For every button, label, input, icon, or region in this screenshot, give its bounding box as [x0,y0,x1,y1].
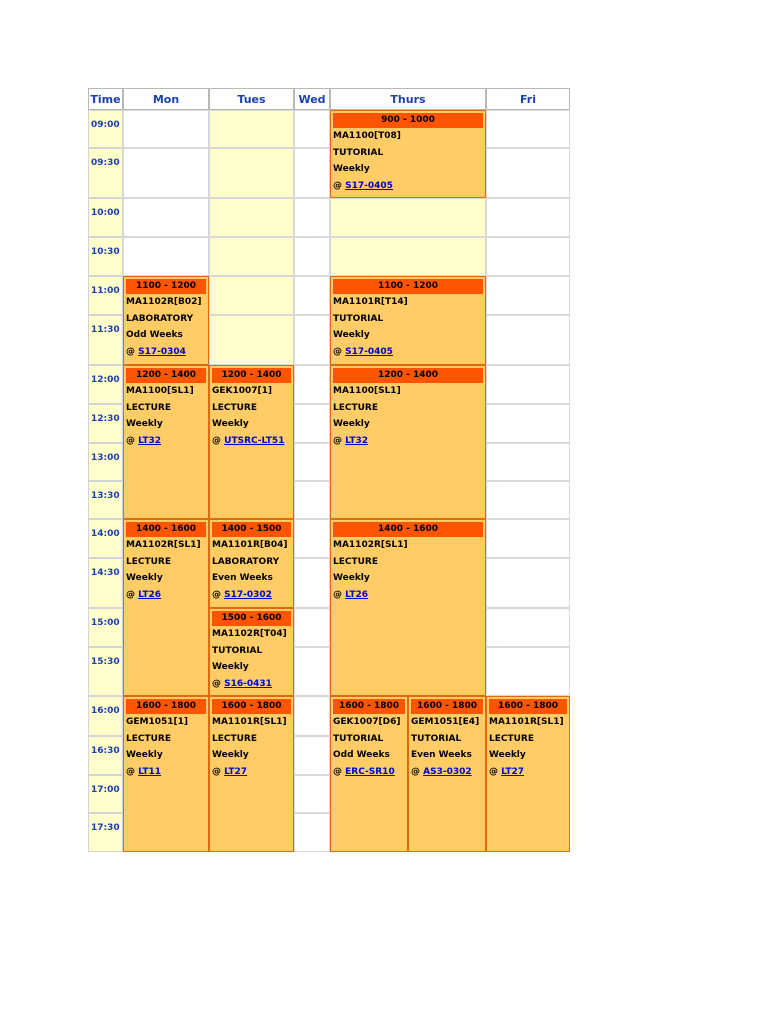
class-block [486,696,570,852]
class-type: LABORATORY [126,313,194,324]
empty-slot [486,558,570,608]
venue-link[interactable]: S17-0302 [224,589,272,600]
empty-slot [294,813,330,852]
venue-link[interactable]: S17-0405 [345,346,393,357]
empty-slot [294,481,330,519]
empty-slot [486,237,570,276]
at-symbol: @ [212,589,221,600]
time-slot-label: 10:00 [88,198,123,237]
class-time-range: 1200 - 1400 [333,368,483,383]
class-block [123,365,209,519]
class-module-code: GEK1007[1] [212,386,273,396]
at-symbol: @ [212,678,221,689]
venue-link[interactable]: LT27 [501,766,525,777]
time-slot-label: 12:00 [88,365,123,404]
empty-slot [294,404,330,443]
class-block [408,696,486,852]
venue-link[interactable]: ERC-SR10 [345,766,395,777]
empty-slot [294,198,330,237]
class-time-range: 1100 - 1200 [333,279,483,294]
class-block [209,696,294,852]
empty-slot [294,558,330,608]
class-week-pattern: Weekly [489,750,526,760]
class-module-code: MA1102R[T04] [212,629,287,639]
venue-link[interactable]: S17-0405 [345,180,393,191]
class-block [209,365,294,519]
class-week-pattern: Weekly [126,419,163,429]
time-slot-label: 16:00 [88,696,123,736]
empty-slot [294,696,330,736]
empty-slot [486,110,570,148]
class-week-pattern: Weekly [333,573,370,583]
empty-slot [486,647,570,696]
class-time-range: 1600 - 1800 [212,699,291,714]
venue-link[interactable]: LT32 [345,435,369,446]
empty-slot [486,608,570,647]
empty-slot [209,148,294,198]
class-module-code: MA1100[SL1] [126,386,194,396]
header-thu: Thurs [330,88,486,110]
header-time: Time [88,88,123,110]
class-block [330,276,486,365]
class-venue-line [210,676,293,693]
at-symbol: @ [126,346,135,357]
class-time-range: 1600 - 1800 [333,699,405,714]
header-wed: Wed [294,88,330,110]
class-type: LECTURE [126,733,172,744]
class-venue-line [124,433,208,450]
time-slot-label: 11:30 [88,315,123,365]
at-symbol: @ [489,766,498,777]
class-week-pattern: Weekly [333,419,370,429]
empty-slot [294,276,330,315]
venue-link[interactable]: AS3-0302 [423,766,472,777]
class-time-range: 1200 - 1400 [126,368,206,383]
class-module-code: GEM1051[1] [126,717,189,727]
empty-slot [294,110,330,148]
class-module-code: MA1101R[SL1] [489,717,564,727]
class-block [330,696,408,852]
time-slot-label: 16:30 [88,736,123,775]
class-venue-line [331,587,485,604]
at-symbol: @ [212,766,221,777]
class-block [209,519,294,608]
empty-slot [294,237,330,276]
class-type: LECTURE [489,733,535,744]
class-block [330,519,486,696]
class-week-pattern: Even Weeks [212,573,273,583]
class-week-pattern: Weekly [333,164,370,174]
class-time-range: 1100 - 1200 [126,279,206,294]
class-week-pattern: Weekly [126,573,163,583]
class-venue-line [124,587,208,604]
time-slot-label: 10:30 [88,237,123,276]
class-type: LECTURE [333,556,379,567]
empty-slot [209,276,294,315]
header-tue: Tues [209,88,294,110]
empty-slot [486,404,570,443]
class-venue-line [210,764,293,781]
empty-slot [294,519,330,558]
time-slot-label: 09:30 [88,148,123,198]
venue-link[interactable]: LT26 [345,589,369,600]
class-module-code: MA1102R[SL1] [126,540,201,550]
class-module-code: MA1100[SL1] [333,386,401,396]
empty-slot [294,736,330,775]
class-time-range: 1600 - 1800 [489,699,567,714]
empty-slot [486,519,570,558]
venue-link[interactable]: UTSRC-LT51 [224,435,285,446]
at-symbol: @ [333,589,342,600]
class-week-pattern: Weekly [333,330,370,340]
class-venue-line [331,178,485,195]
class-week-pattern: Even Weeks [411,750,472,760]
class-venue-line [331,344,485,361]
empty-slot [123,198,209,237]
time-slot-label: 17:30 [88,813,123,852]
empty-slot [294,443,330,481]
empty-slot [294,148,330,198]
time-slot-label: 14:30 [88,558,123,608]
at-symbol: @ [333,766,342,777]
time-slot-label: 12:30 [88,404,123,443]
empty-slot [209,198,294,237]
class-venue-line [487,764,569,781]
empty-slot [486,148,570,198]
at-symbol: @ [333,346,342,357]
class-module-code: GEM1051[E4] [411,717,480,727]
empty-slot [330,237,486,276]
empty-slot [209,110,294,148]
class-module-code: GEK1007[D6] [333,717,401,727]
class-time-range: 1400 - 1500 [212,522,291,537]
venue-link[interactable]: LT32 [138,435,162,446]
class-type: LECTURE [212,402,258,413]
class-week-pattern: Odd Weeks [333,750,390,760]
empty-slot [123,148,209,198]
empty-slot [209,315,294,365]
time-slot-label: 15:00 [88,608,123,647]
class-module-code: MA1101R[SL1] [212,717,287,727]
empty-slot [294,608,330,647]
timetable [88,88,570,852]
time-slot-label: 13:00 [88,443,123,481]
class-venue-line [210,587,293,604]
class-type: LECTURE [212,733,258,744]
class-venue-line [210,433,293,450]
venue-link[interactable]: LT26 [138,589,162,600]
at-symbol: @ [126,435,135,446]
class-type: TUTORIAL [411,733,462,744]
class-type: TUTORIAL [333,147,384,158]
empty-slot [209,237,294,276]
time-slot-label: 13:30 [88,481,123,519]
at-symbol: @ [126,589,135,600]
empty-slot [486,365,570,404]
at-symbol: @ [333,435,342,446]
empty-slot [486,198,570,237]
header-fri: Fri [486,88,570,110]
empty-slot [486,276,570,315]
empty-slot [486,481,570,519]
class-week-pattern: Weekly [212,419,249,429]
class-type: LECTURE [126,556,172,567]
at-symbol: @ [411,766,420,777]
empty-slot [330,198,486,237]
class-block [123,276,209,365]
class-week-pattern: Weekly [126,750,163,760]
class-module-code: MA1101R[T14] [333,297,408,307]
venue-link[interactable]: LT11 [138,766,162,777]
time-slot-label: 11:00 [88,276,123,315]
class-module-code: MA1100[T08] [333,131,401,141]
class-module-code: MA1102R[B02] [126,297,202,307]
class-venue-line [331,764,407,781]
class-time-range: 900 - 1000 [333,113,483,128]
class-block [123,696,209,852]
venue-link[interactable]: LT27 [224,766,248,777]
class-venue-line [124,344,208,361]
time-slot-label: 14:00 [88,519,123,558]
class-time-range: 1600 - 1800 [411,699,483,714]
class-block [123,519,209,696]
empty-slot [123,237,209,276]
empty-slot [486,315,570,365]
class-venue-line [124,764,208,781]
class-type: LABORATORY [212,556,280,567]
class-time-range: 1200 - 1400 [212,368,291,383]
class-module-code: MA1102R[SL1] [333,540,408,550]
venue-link[interactable]: S16-0431 [224,678,272,689]
class-module-code: MA1101R[B04] [212,540,288,550]
time-slot-label: 15:30 [88,647,123,696]
at-symbol: @ [212,435,221,446]
empty-slot [123,110,209,148]
class-time-range: 1400 - 1600 [333,522,483,537]
class-type: LECTURE [333,402,379,413]
class-week-pattern: Odd Weeks [126,330,183,340]
empty-slot [486,443,570,481]
class-type: LECTURE [126,402,172,413]
class-block [209,608,294,696]
class-block [330,110,486,198]
class-venue-line [409,764,485,781]
empty-slot [294,775,330,813]
class-time-range: 1400 - 1600 [126,522,206,537]
empty-slot [294,365,330,404]
at-symbol: @ [126,766,135,777]
class-time-range: 1500 - 1600 [212,611,291,626]
class-time-range: 1600 - 1800 [126,699,206,714]
class-venue-line [331,433,485,450]
header-mon: Mon [123,88,209,110]
class-type: TUTORIAL [333,733,384,744]
class-type: TUTORIAL [333,313,384,324]
at-symbol: @ [333,180,342,191]
time-slot-label: 17:00 [88,775,123,813]
class-week-pattern: Weekly [212,750,249,760]
venue-link[interactable]: S17-0304 [138,346,186,357]
empty-slot [294,315,330,365]
class-block [330,365,486,519]
empty-slot [294,647,330,696]
class-type: TUTORIAL [212,645,263,656]
class-week-pattern: Weekly [212,662,249,672]
time-slot-label: 09:00 [88,110,123,148]
